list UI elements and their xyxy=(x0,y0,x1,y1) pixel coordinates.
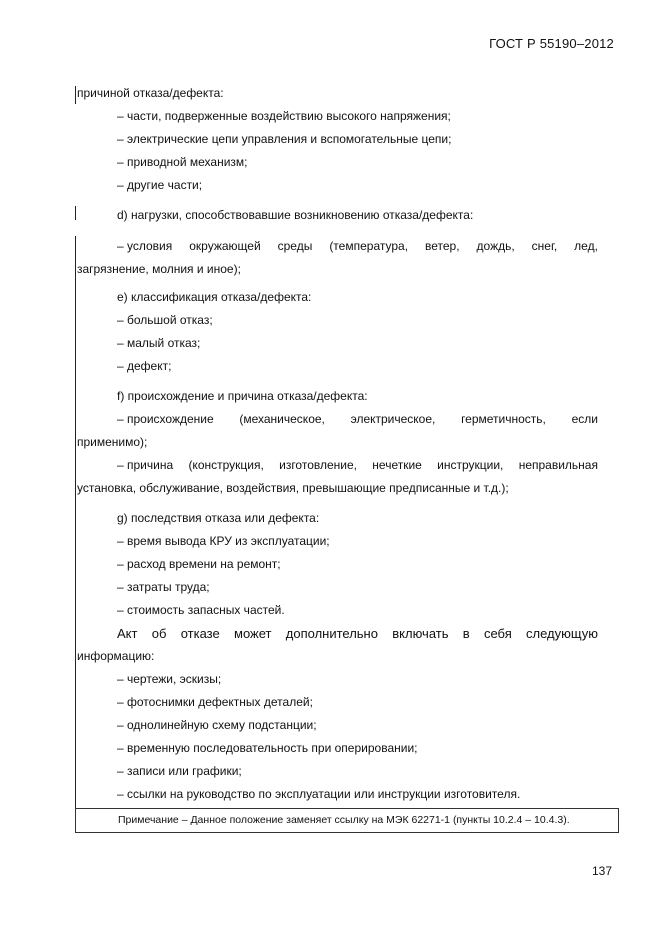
list-item: – расход времени на ремонт; xyxy=(117,557,281,571)
list-item: – временную последовательность при оперировании; xyxy=(117,741,418,755)
list-item: – ссылки на руководство по эксплуатации или инструкции изготовителя. xyxy=(117,787,521,801)
list-item: – части, подверженные воздействию высокого напряжения; xyxy=(117,109,451,123)
list-item: – большой отказ; xyxy=(117,313,213,327)
list-item: – стоимость запасных частей. xyxy=(117,603,285,617)
list-item: – фотоснимки дефектных деталей; xyxy=(117,695,313,709)
margin-line-3 xyxy=(75,236,76,808)
margin-line-2 xyxy=(75,206,76,220)
body-line: загрязнение, молния и иное); xyxy=(77,262,241,276)
word: – условия xyxy=(117,239,173,253)
word: (температура, xyxy=(329,239,409,253)
word: лед, xyxy=(574,239,598,253)
list-item: – дефект; xyxy=(117,359,172,373)
list-item: – приводной механизм; xyxy=(117,155,248,169)
word: включать xyxy=(392,626,449,641)
word: среды xyxy=(277,239,313,253)
word: Акт xyxy=(117,626,138,641)
word: герметичность, xyxy=(461,412,546,426)
list-item: – однолинейную схему подстанции; xyxy=(117,718,317,732)
justified-line-conditions xyxy=(117,239,598,254)
list-item: – другие части; xyxy=(117,178,203,192)
body-line: применимо); xyxy=(77,435,148,449)
word: дополнительно xyxy=(285,626,378,641)
word: – причина xyxy=(117,458,174,472)
word: – происхождение xyxy=(117,412,214,426)
section-heading-d: d) нагрузки, способствовавшие возникновению отказа/дефекта: xyxy=(117,208,474,222)
document-header: ГОСТ Р 55190–2012 xyxy=(489,36,614,51)
word: об xyxy=(151,626,167,641)
list-item: – электрические цепи управления и вспомогательные цепи; xyxy=(117,132,452,146)
word: неправильная xyxy=(518,458,598,472)
page-number: 137 xyxy=(592,864,613,878)
body-line: информацию: xyxy=(77,649,155,663)
word: инструкции, xyxy=(437,458,504,472)
section-heading-e: e) классификация отказа/дефекта: xyxy=(117,290,312,304)
word: в xyxy=(462,626,470,641)
word: может xyxy=(234,626,272,641)
list-item: – чертежи, эскизы; xyxy=(117,672,222,686)
word: себя xyxy=(483,626,512,641)
word: если xyxy=(571,412,598,426)
justified-line-origin xyxy=(117,412,598,427)
word: окружающей xyxy=(189,239,261,253)
margin-line-1 xyxy=(75,86,76,104)
justified-line-act xyxy=(117,626,598,641)
list-item: – малый отказ; xyxy=(117,336,201,350)
note-box xyxy=(75,808,619,833)
word: отказе xyxy=(180,626,220,641)
word: нечеткие xyxy=(372,458,422,472)
word: изготовление, xyxy=(279,458,357,472)
justified-line-cause xyxy=(117,458,598,473)
list-item: – записи или графики; xyxy=(117,764,242,778)
word: (конструкция, xyxy=(188,458,264,472)
word: электрическое, xyxy=(350,412,436,426)
word: следующую xyxy=(526,626,598,641)
word: снег, xyxy=(531,239,558,253)
word: (механическое, xyxy=(239,412,325,426)
list-item: – время вывода КРУ из эксплуатации; xyxy=(117,534,330,548)
word: дождь, xyxy=(476,239,515,253)
body-line: причиной отказа/дефекта: xyxy=(77,86,224,100)
section-heading-g: g) последствия отказа или дефекта: xyxy=(117,511,320,525)
section-heading-f: f) происхождение и причина отказа/дефекта: xyxy=(117,389,368,403)
list-item: – затраты труда; xyxy=(117,580,210,594)
word: ветер, xyxy=(425,239,460,253)
body-line: установка, обслуживание, воздействия, превышающие предписанные и т.д.); xyxy=(77,481,509,495)
note-text: Примечание – Данное положение заменяет ссылку на МЭК 62271-1 (пункты 10.2.4 – 10.4.3). xyxy=(118,814,570,826)
